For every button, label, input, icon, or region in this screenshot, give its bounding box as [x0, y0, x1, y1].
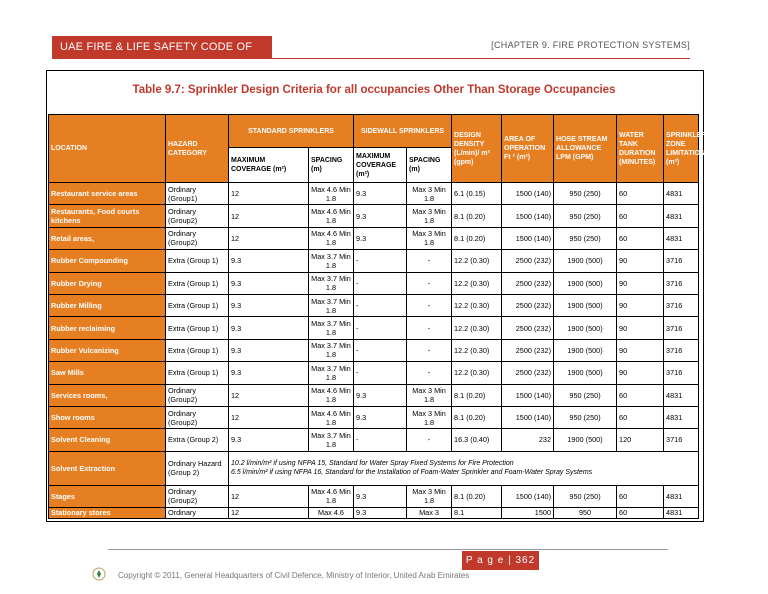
area-of-operation-cell: 232: [502, 429, 554, 451]
table-row: [49, 406, 699, 428]
location-cell: Stationary stores: [49, 507, 166, 518]
tank-duration-cell: 60: [617, 384, 664, 406]
standard-spacing-cell: Max 3.7 Min 1.8: [309, 250, 354, 272]
location-cell: Rubber Drying: [49, 272, 166, 294]
copyright-notice: Copyright © 2011, General Headquarters of Civil Defence, Ministry of Interior, United Arab Emirates: [118, 571, 470, 580]
standard-spacing-cell: Max 3.7 Min 1.8: [309, 272, 354, 294]
zone-limitation-cell: 3716: [664, 294, 699, 316]
zone-limitation-cell: 4831: [664, 507, 699, 518]
tank-duration-cell: 90: [617, 317, 664, 339]
standard-spacing-cell: Max 4.6 Min 1.8: [309, 205, 354, 227]
hazard-cell: Ordinary: [166, 507, 229, 518]
table-row: [49, 294, 699, 316]
solvent-extraction-note: [229, 451, 699, 485]
standard-spacing-cell: Max 3.7 Min 1.8: [309, 429, 354, 451]
sidewall-coverage-cell: 9.3: [354, 507, 407, 518]
subheader-standard-coverage: MAXIMUM COVERAGE (m²): [229, 148, 309, 183]
sidewall-coverage-cell: -: [354, 362, 407, 384]
civil-defence-emblem-icon: [92, 566, 106, 582]
standard-coverage-cell: 12: [229, 227, 309, 249]
standard-coverage-cell: 9.3: [229, 294, 309, 316]
sidewall-spacing-cell: -: [407, 250, 452, 272]
sidewall-coverage-cell: -: [354, 272, 407, 294]
standard-spacing-cell: Max 4.6 Min 1.8: [309, 485, 354, 507]
sidewall-spacing-cell: Max 3 Min 1.8: [407, 485, 452, 507]
area-of-operation-cell: 1500 (140): [502, 205, 554, 227]
hose-stream-cell: 950 (250): [554, 406, 617, 428]
design-density-cell: 8.1 (0.20): [452, 205, 502, 227]
area-of-operation-cell: 2500 (232): [502, 250, 554, 272]
table-row: [49, 451, 699, 485]
sidewall-spacing-cell: Max 3 Min 1.8: [407, 205, 452, 227]
hose-stream-cell: 1900 (500): [554, 362, 617, 384]
sidewall-coverage-cell: 9.3: [354, 227, 407, 249]
header-zone-limitation: SPRINKLER ZONE LIMITATION (m²): [664, 115, 699, 183]
area-of-operation-cell: 1500: [502, 507, 554, 518]
design-density-cell: 12.2 (0.30): [452, 339, 502, 361]
table-row: [49, 339, 699, 361]
header-location: LOCATION: [49, 115, 166, 183]
standard-coverage-cell: 12: [229, 485, 309, 507]
hose-stream-cell: 950 (250): [554, 384, 617, 406]
document-header-title: UAE FIRE & LIFE SAFETY CODE OF PRACTICE: [52, 36, 272, 58]
hazard-cell: Ordinary (Group2): [166, 227, 229, 249]
hazard-cell: Extra (Group 1): [166, 272, 229, 294]
tank-duration-cell: 120: [617, 429, 664, 451]
design-density-cell: 8.1 (0.20): [452, 227, 502, 249]
table-row: [49, 205, 699, 227]
hazard-cell: Ordinary (Group2): [166, 485, 229, 507]
standard-coverage-cell: 9.3: [229, 429, 309, 451]
location-cell: Show rooms: [49, 406, 166, 428]
standard-coverage-cell: 12: [229, 384, 309, 406]
hose-stream-cell: 1900 (500): [554, 294, 617, 316]
location-cell: Solvent Extraction: [49, 451, 166, 485]
location-cell: Restaurants, Food courts kitchens: [49, 205, 166, 227]
table-row: [49, 227, 699, 249]
hose-stream-cell: 1900 (500): [554, 339, 617, 361]
hazard-cell: Ordinary (Group2): [166, 205, 229, 227]
design-density-cell: 12.2 (0.30): [452, 272, 502, 294]
area-of-operation-cell: 1500 (140): [502, 485, 554, 507]
table-title: Table 9.7: Sprinkler Design Criteria for all occupancies Other Than Storage Occupancies: [132, 84, 616, 96]
area-of-operation-cell: 2500 (232): [502, 272, 554, 294]
location-cell: Saw Mills: [49, 362, 166, 384]
area-of-operation-cell: 1500 (140): [502, 384, 554, 406]
zone-limitation-cell: 3716: [664, 317, 699, 339]
zone-limitation-cell: 3716: [664, 339, 699, 361]
table-row: [49, 183, 699, 205]
hose-stream-cell: 950 (250): [554, 227, 617, 249]
hazard-cell: Ordinary (Group2): [166, 406, 229, 428]
zone-limitation-cell: 3716: [664, 429, 699, 451]
location-cell: Rubber reclaiming: [49, 317, 166, 339]
hazard-cell: Ordinary Hazard (Group 2): [166, 451, 229, 485]
zone-limitation-cell: 3716: [664, 362, 699, 384]
hose-stream-cell: 1900 (500): [554, 250, 617, 272]
sidewall-spacing-cell: -: [407, 317, 452, 339]
area-of-operation-cell: 2500 (232): [502, 317, 554, 339]
standard-spacing-cell: Max 3.7 Min 1.8: [309, 294, 354, 316]
design-density-cell: 12.2 (0.30): [452, 362, 502, 384]
zone-limitation-cell: 4831: [664, 406, 699, 428]
sidewall-coverage-cell: -: [354, 250, 407, 272]
hose-stream-cell: 950 (250): [554, 485, 617, 507]
tank-duration-cell: 60: [617, 205, 664, 227]
standard-coverage-cell: 9.3: [229, 250, 309, 272]
sidewall-spacing-cell: -: [407, 362, 452, 384]
zone-limitation-cell: 3716: [664, 250, 699, 272]
hazard-cell: Extra (Group 1): [166, 339, 229, 361]
nfpa16-note: 6.5 l/min/m² if using NFPA 16, Standard for the Installation of Foam-Water Sprinkler and Foam-Water Spray Systems: [231, 469, 593, 477]
standard-coverage-cell: 12: [229, 406, 309, 428]
table-row: [49, 250, 699, 272]
design-density-cell: 8.1 (0.20): [452, 485, 502, 507]
subheader-sidewall-coverage: MAXIMUM COVERAGE (m²): [354, 148, 407, 183]
location-cell: Services rooms,: [49, 384, 166, 406]
location-cell: Restaurant service areas: [49, 183, 166, 205]
sidewall-spacing-cell: -: [407, 429, 452, 451]
zone-limitation-cell: 4831: [664, 227, 699, 249]
sidewall-spacing-cell: Max 3 Min 1.8: [407, 183, 452, 205]
area-of-operation-cell: 1500 (140): [502, 227, 554, 249]
tank-duration-cell: 90: [617, 294, 664, 316]
area-of-operation-cell: 2500 (232): [502, 362, 554, 384]
tank-duration-cell: 90: [617, 339, 664, 361]
standard-spacing-cell: Max 4.6 Min 1.8: [309, 384, 354, 406]
header-water-tank-duration: WATER TANK DURATION (MINUTES): [617, 115, 664, 183]
design-density-cell: 8.1 (0.20): [452, 406, 502, 428]
header-hazard-category: HAZARD CATEGORY: [166, 115, 229, 183]
hazard-cell: Extra (Group 1): [166, 317, 229, 339]
sidewall-coverage-cell: 9.3: [354, 406, 407, 428]
tank-duration-cell: 90: [617, 250, 664, 272]
sidewall-coverage-cell: 9.3: [354, 485, 407, 507]
page-number: P a g e | 362: [462, 551, 539, 570]
location-cell: Solvent Cleaning: [49, 429, 166, 451]
sidewall-spacing-cell: -: [407, 272, 452, 294]
hose-stream-cell: 950: [554, 507, 617, 518]
table-row: [49, 384, 699, 406]
header-standard-sprinklers: STANDARD SPRINKLERS: [229, 115, 354, 148]
sidewall-spacing-cell: -: [407, 339, 452, 361]
hazard-cell: Extra (Group 1): [166, 294, 229, 316]
table-row: [49, 317, 699, 339]
standard-spacing-cell: Max 4.6: [309, 507, 354, 518]
table-row: [49, 362, 699, 384]
area-of-operation-cell: 2500 (232): [502, 339, 554, 361]
standard-spacing-cell: Max 4.6 Min 1.8: [309, 406, 354, 428]
sidewall-spacing-cell: Max 3 Min 1.8: [407, 384, 452, 406]
design-density-cell: 6.1 (0.15): [452, 183, 502, 205]
area-of-operation-cell: 2500 (232): [502, 294, 554, 316]
hazard-cell: Ordinary (Group1): [166, 183, 229, 205]
hose-stream-cell: 950 (250): [554, 205, 617, 227]
standard-coverage-cell: 9.3: [229, 272, 309, 294]
tank-duration-cell: 60: [617, 406, 664, 428]
standard-spacing-cell: Max 3.7 Min 1.8: [309, 317, 354, 339]
sidewall-coverage-cell: 9.3: [354, 205, 407, 227]
location-cell: Rubber Milling: [49, 294, 166, 316]
hazard-cell: Ordinary (Group2): [166, 384, 229, 406]
tank-duration-cell: 90: [617, 362, 664, 384]
table-row: [49, 272, 699, 294]
table-row: [49, 507, 699, 518]
zone-limitation-cell: 4831: [664, 485, 699, 507]
design-density-cell: 8.1 (0.20): [452, 384, 502, 406]
sidewall-coverage-cell: 9.3: [354, 183, 407, 205]
tank-duration-cell: 60: [617, 485, 664, 507]
hazard-cell: Extra (Group 1): [166, 250, 229, 272]
standard-coverage-cell: 9.3: [229, 317, 309, 339]
area-of-operation-cell: 1500 (140): [502, 406, 554, 428]
zone-limitation-cell: 4831: [664, 183, 699, 205]
table-row: [49, 485, 699, 507]
standard-spacing-cell: Max 4.6 Min 1.8: [309, 227, 354, 249]
hose-stream-cell: 950 (250): [554, 183, 617, 205]
tank-duration-cell: 60: [617, 507, 664, 518]
header-hose-stream: HOSE STREAM ALLOWANCE LPM (GPM): [554, 115, 617, 183]
location-cell: Retail areas,: [49, 227, 166, 249]
standard-spacing-cell: Max 3.7 Min 1.8: [309, 362, 354, 384]
sidewall-spacing-cell: -: [407, 294, 452, 316]
sidewall-spacing-cell: Max 3: [407, 507, 452, 518]
zone-limitation-cell: 4831: [664, 384, 699, 406]
hazard-cell: Extra (Group 2): [166, 429, 229, 451]
design-density-cell: 12.2 (0.30): [452, 294, 502, 316]
sidewall-coverage-cell: 9.3: [354, 384, 407, 406]
sidewall-coverage-cell: -: [354, 429, 407, 451]
subheader-sidewall-spacing: SPACING (m): [407, 148, 452, 183]
location-cell: Rubber Vulcanizing: [49, 339, 166, 361]
standard-spacing-cell: Max 4.6 Min 1.8: [309, 183, 354, 205]
standard-spacing-cell: Max 3.7 Min 1.8: [309, 339, 354, 361]
chapter-label: [CHAPTER 9. FIRE PROTECTION SYSTEMS]: [491, 40, 690, 50]
hose-stream-cell: 1900 (500): [554, 429, 617, 451]
subheader-standard-spacing: SPACING (m): [309, 148, 354, 183]
tank-duration-cell: 60: [617, 227, 664, 249]
design-density-cell: 8.1: [452, 507, 502, 518]
header-design-density: DESIGN DENSITY (L/min)/ m² (gpm): [452, 115, 502, 183]
sidewall-spacing-cell: Max 3 Min 1.8: [407, 406, 452, 428]
header-area-of-operation: AREA OF OPERATION Ft ² (m²): [502, 115, 554, 183]
design-density-cell: 12.2 (0.30): [452, 317, 502, 339]
sidewall-spacing-cell: Max 3 Min 1.8: [407, 227, 452, 249]
zone-limitation-cell: 4831: [664, 205, 699, 227]
footer-divider: [108, 549, 668, 550]
nfpa15-note: 10.2 l/min/m² if using NFPA 15, Standard for Water Spray Fixed Systems for Fire Protection: [231, 460, 514, 468]
sidewall-coverage-cell: -: [354, 317, 407, 339]
table-row: [49, 429, 699, 451]
standard-coverage-cell: 9.3: [229, 362, 309, 384]
standard-coverage-cell: 12: [229, 507, 309, 518]
zone-limitation-cell: 3716: [664, 272, 699, 294]
standard-coverage-cell: 12: [229, 205, 309, 227]
area-of-operation-cell: 1500 (140): [502, 183, 554, 205]
hose-stream-cell: 1900 (500): [554, 272, 617, 294]
sidewall-coverage-cell: -: [354, 294, 407, 316]
hose-stream-cell: 1900 (500): [554, 317, 617, 339]
standard-coverage-cell: 9.3: [229, 339, 309, 361]
sidewall-coverage-cell: -: [354, 339, 407, 361]
location-cell: Stages: [49, 485, 166, 507]
header-sidewall-sprinklers: SIDEWALL SPRINKLERS: [354, 115, 452, 148]
sprinkler-criteria-table: [48, 114, 707, 519]
design-density-cell: 12.2 (0.30): [452, 250, 502, 272]
tank-duration-cell: 90: [617, 272, 664, 294]
standard-coverage-cell: 12: [229, 183, 309, 205]
tank-duration-cell: 60: [617, 183, 664, 205]
location-cell: Rubber Compounding: [49, 250, 166, 272]
header-divider: [52, 58, 690, 59]
hazard-cell: Extra (Group 1): [166, 362, 229, 384]
design-density-cell: 16.3 (0.40): [452, 429, 502, 451]
